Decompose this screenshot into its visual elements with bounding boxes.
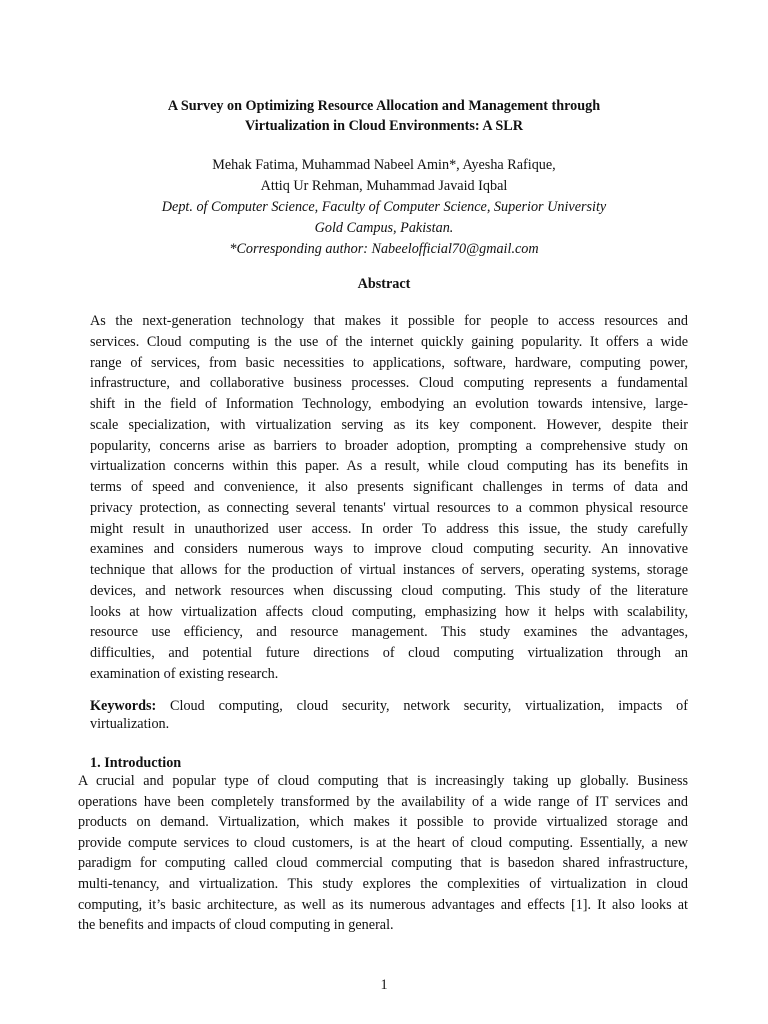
introduction-line: computing, it’s basic architecture, as well as its numerous advantages and effects [1]. It also looks at xyxy=(78,896,688,913)
abstract-line: services. Cloud computing is the use of the internet quickly gaining popularity. It offers a wide xyxy=(90,333,688,350)
abstract-body xyxy=(90,311,688,685)
abstract-line: difficulties, and potential future directions of cloud computing virtualization through an xyxy=(90,645,688,661)
affiliation-line: Gold Campus, Pakistan. xyxy=(314,220,454,236)
corresponding-author-line: *Corresponding author: Nabeelofficial70@gmail.com xyxy=(229,241,539,257)
abstract-line: popularity, concerns arise as barriers to broader adoption, prompting a comprehensive study on xyxy=(90,437,688,454)
abstract-line: examines and considers numerous ways to improve cloud computing security. An innovative xyxy=(90,541,688,558)
abstract-line: devices, and network resources when discussing cloud computing. This study of the literature xyxy=(90,582,688,599)
paper-title xyxy=(90,96,678,136)
abstract-line: virtualization concerns within this paper. As a result, while cloud computing has its benefits in xyxy=(90,458,688,475)
author-block xyxy=(90,155,678,260)
keywords-text: Cloud computing, cloud security, network security, virtualization, impacts of xyxy=(156,698,688,714)
abstract-line: privacy protection, as connecting several tenants' virtual resources to a common physical resource xyxy=(90,499,688,516)
title-line: A Survey on Optimizing Resource Allocation and Management through xyxy=(167,98,601,114)
abstract-heading: Abstract xyxy=(357,276,411,292)
introduction-line: multi-tenancy, and virtualization. This study explores the complexities of virtualization in cloud xyxy=(78,875,688,892)
introduction-line: A crucial and popular type of cloud computing that is increasingly taking up globally. Business xyxy=(78,773,688,789)
abstract-line: infrastructure, and collaborative business processes. Cloud computing represents a fundamental xyxy=(90,375,688,392)
keywords-line xyxy=(90,697,688,715)
affiliation-line: Dept. of Computer Science, Faculty of Computer Science, Superior University xyxy=(161,199,607,215)
author-line: Attiq Ur Rehman, Muhammad Javaid Iqbal xyxy=(260,178,508,194)
section-heading-introduction: 1. Introduction xyxy=(90,755,182,771)
introduction-line: products on demand. Virtualization, which makes it possible to provide virtualized storage and xyxy=(78,814,688,831)
abstract-line: As the next-generation technology that makes it possible for people to access resources and xyxy=(90,313,688,329)
abstract-line: looks at how virtualization affects cloud computing, emphasizing how it helps with scalability, xyxy=(90,603,688,620)
introduction-line: paradigm for computing called cloud commercial computing that is basedon shared infrastructure, xyxy=(78,855,688,872)
abstract-line: range of services, from basic necessities to applications, software, hardware, computing power, xyxy=(90,354,688,371)
keywords-label: Keywords: xyxy=(90,698,157,714)
introduction-body xyxy=(78,771,688,936)
keywords-block xyxy=(90,697,688,733)
keywords-line: virtualization. xyxy=(90,716,170,732)
introduction-line: provide compute services to cloud customers, is at the heart of cloud computing. Essentially, a new xyxy=(78,834,688,851)
abstract-line: shift in the field of Information Technology, embodying an evolution towards intensive, large- xyxy=(90,396,688,412)
title-line: Virtualization in Cloud Environments: A SLR xyxy=(245,118,523,134)
abstract-line: examination of existing research. xyxy=(90,665,279,682)
introduction-line: the benefits and impacts of cloud computing in general. xyxy=(78,917,394,934)
abstract-line: technique that allows for the production of virtual instances of servers, operating systems, storage xyxy=(90,562,688,578)
abstract-line: resource use efficiency, and resource management. This study examines the advantages, xyxy=(90,624,688,641)
abstract-line: might result in unauthorized user access. In order To address this issue, the study carefully xyxy=(90,520,688,537)
introduction-line: operations have been completely transformed by the availability of a wide range of IT services and xyxy=(78,793,688,810)
abstract-line: scale specialization, with virtualization serving as its key component. However, despite their xyxy=(90,416,688,433)
abstract-line: terms of speed and convenience, it also presents significant challenges in terms of data and xyxy=(90,479,688,495)
author-line: Mehak Fatima, Muhammad Nabeel Amin*, Ayesha Rafique, xyxy=(212,157,556,173)
page-number: 1 xyxy=(380,977,388,993)
